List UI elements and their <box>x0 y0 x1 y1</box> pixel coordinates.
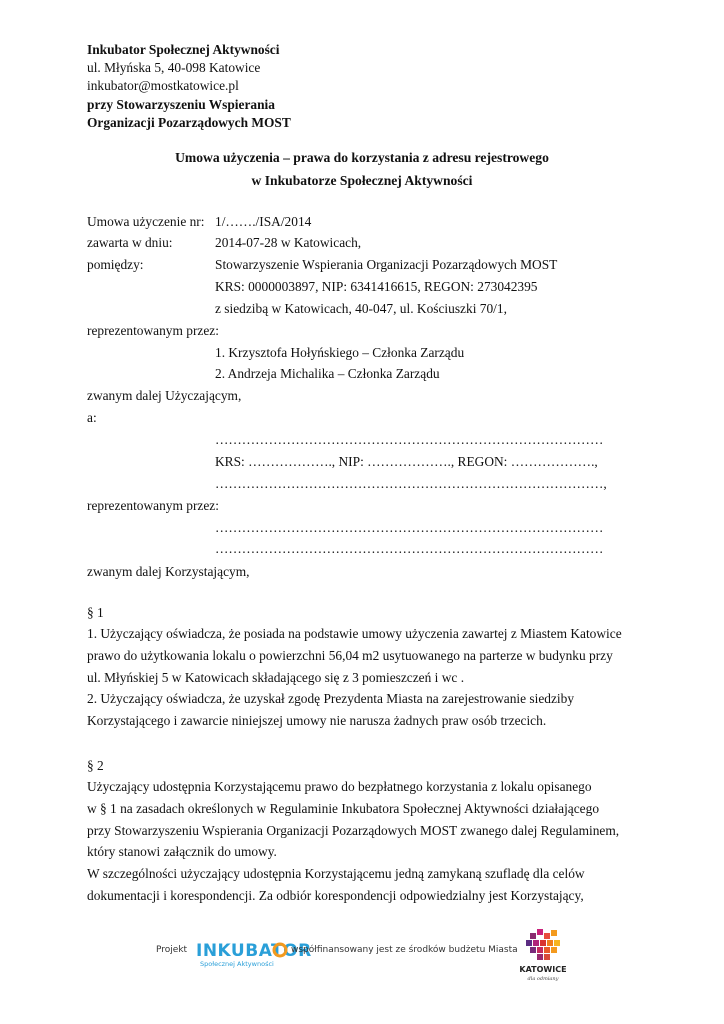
represented-label: reprezentowanym przez: <box>87 323 219 338</box>
inkubator-logo-sub: Społecznej Aktywności <box>200 960 274 968</box>
katowice-logo-sub: dla odmiany <box>527 976 559 982</box>
section-1-body <box>87 623 622 732</box>
borrower-name-field: …………………………………………………………………………… <box>215 432 604 447</box>
paragraph-line: 2. Użyczający oświadcza, że uzyskał zgodę Prezydenta Miasta na zarejestrowanie siedziby <box>87 691 575 707</box>
letterhead <box>87 41 291 132</box>
document-title <box>0 146 724 192</box>
lender-called: zwanym dalej Użyczającym, <box>87 388 242 403</box>
org-name: Inkubator Społecznej Aktywności <box>87 42 280 57</box>
borrower-address-field: ……………………………………………………………………………, <box>215 476 607 491</box>
paragraph-line: który stanowi załącznik do umowy. <box>87 844 277 860</box>
katowice-logo-text: KATOWICE <box>519 965 567 974</box>
org-street: ul. Młyńska 5, 40-098 Katowice <box>87 60 261 76</box>
paragraph-line: 1. Użyczający oświadcza, że posiada na podstawie umowy użyczenia zawartej z Miastem Katowice <box>87 626 622 641</box>
paragraph-line: dokumentacji i korespondencji. Za odbiór korespondencji odpowiedzialny jest Korzystający, <box>87 887 584 903</box>
project-label: Projekt <box>156 945 188 955</box>
funding-text: współfinansowany jest ze środków budżetu Miasta <box>291 945 518 955</box>
page-footer <box>0 925 724 995</box>
lender-rep-2: 2. Andrzeja Michalika – Członka Zarządu <box>215 366 440 381</box>
paragraph-line: prawo do użytkowania lokalu o powierzchni 56,04 m2 usytuowanego na parterze w budynku przy <box>87 647 613 663</box>
org-email: inkubator@mostkatowice.pl <box>87 78 239 94</box>
paragraph-line: W szczególności użyczający udostępnia Korzystającemu jedną zamykaną szufladę dla celów <box>87 866 585 882</box>
lender-name: Stowarzyszenie Wspierania Organizacji Pozarządowych MOST <box>215 257 558 272</box>
paragraph-line: Korzystającego i zawarcie niniejszej umowy nie narusza żadnych praw osób trzecich. <box>87 713 547 729</box>
contract-no-value: 1/……./ISA/2014 <box>215 214 312 229</box>
section-1-heading: § 1 <box>87 605 104 620</box>
assoc-line-1: przy Stowarzyszeniu Wspierania <box>87 96 275 112</box>
paragraph-line: w § 1 na zasadach określonych w Regulaminie Inkubatora Społecznej Aktywności działającego <box>87 800 600 816</box>
and-label: a: <box>87 410 97 425</box>
represented-label-2: reprezentowanym przez: <box>87 498 219 513</box>
section-2-body <box>87 776 619 907</box>
paragraph-line: Użyczający udostępnia Korzystającemu prawo do bezpłatnego korzystania z lokalu opisanego <box>87 779 592 794</box>
katowice-logo <box>518 927 568 987</box>
inkubator-logo <box>196 935 312 969</box>
borrower-ids-field: KRS: ………………., NIP: ………………., REGON: ………………., <box>215 454 598 469</box>
section-2-heading: § 2 <box>87 758 104 773</box>
title-line-1: Umowa użyczenia – prawa do korzystania z adresu rejestrowego <box>175 150 549 165</box>
paragraph-line: ul. Młyńskiej 5 w Katowicach składającego się z 3 pomieszczeń i wc . <box>87 669 465 685</box>
lender-rep-1: 1. Krzysztofa Hołyńskiego – Członka Zarządu <box>215 345 465 360</box>
between-label: pomiędzy: <box>87 257 144 272</box>
paragraph-line: przy Stowarzyszeniu Wspierania Organizacji Pozarządowych MOST zwanego dalej Regulaminem, <box>87 822 620 838</box>
assoc-line-2: Organizacji Pozarządowych MOST <box>87 114 291 130</box>
borrower-called: zwanym dalej Korzystającym, <box>87 564 250 579</box>
lender-ids: KRS: 0000003897, NIP: 6341416615, REGON: 273042395 <box>215 279 538 294</box>
inkubator-logo-text: INKUBATOR <box>196 941 312 961</box>
lender-address: z siedzibą w Katowicach, 40-047, ul. Kościuszki 70/1, <box>215 301 507 316</box>
title-line-2: w Inkubatorze Społecznej Aktywności <box>251 173 473 188</box>
contract-no-label: Umowa użyczenie nr: <box>87 214 205 229</box>
borrower-rep-1-field: …………………………………………………………………………… <box>215 520 604 535</box>
borrower-rep-2-field: …………………………………………………………………………… <box>215 541 604 556</box>
date-value: 2014-07-28 w Katowicach, <box>215 235 362 250</box>
date-label: zawarta w dniu: <box>87 235 173 250</box>
